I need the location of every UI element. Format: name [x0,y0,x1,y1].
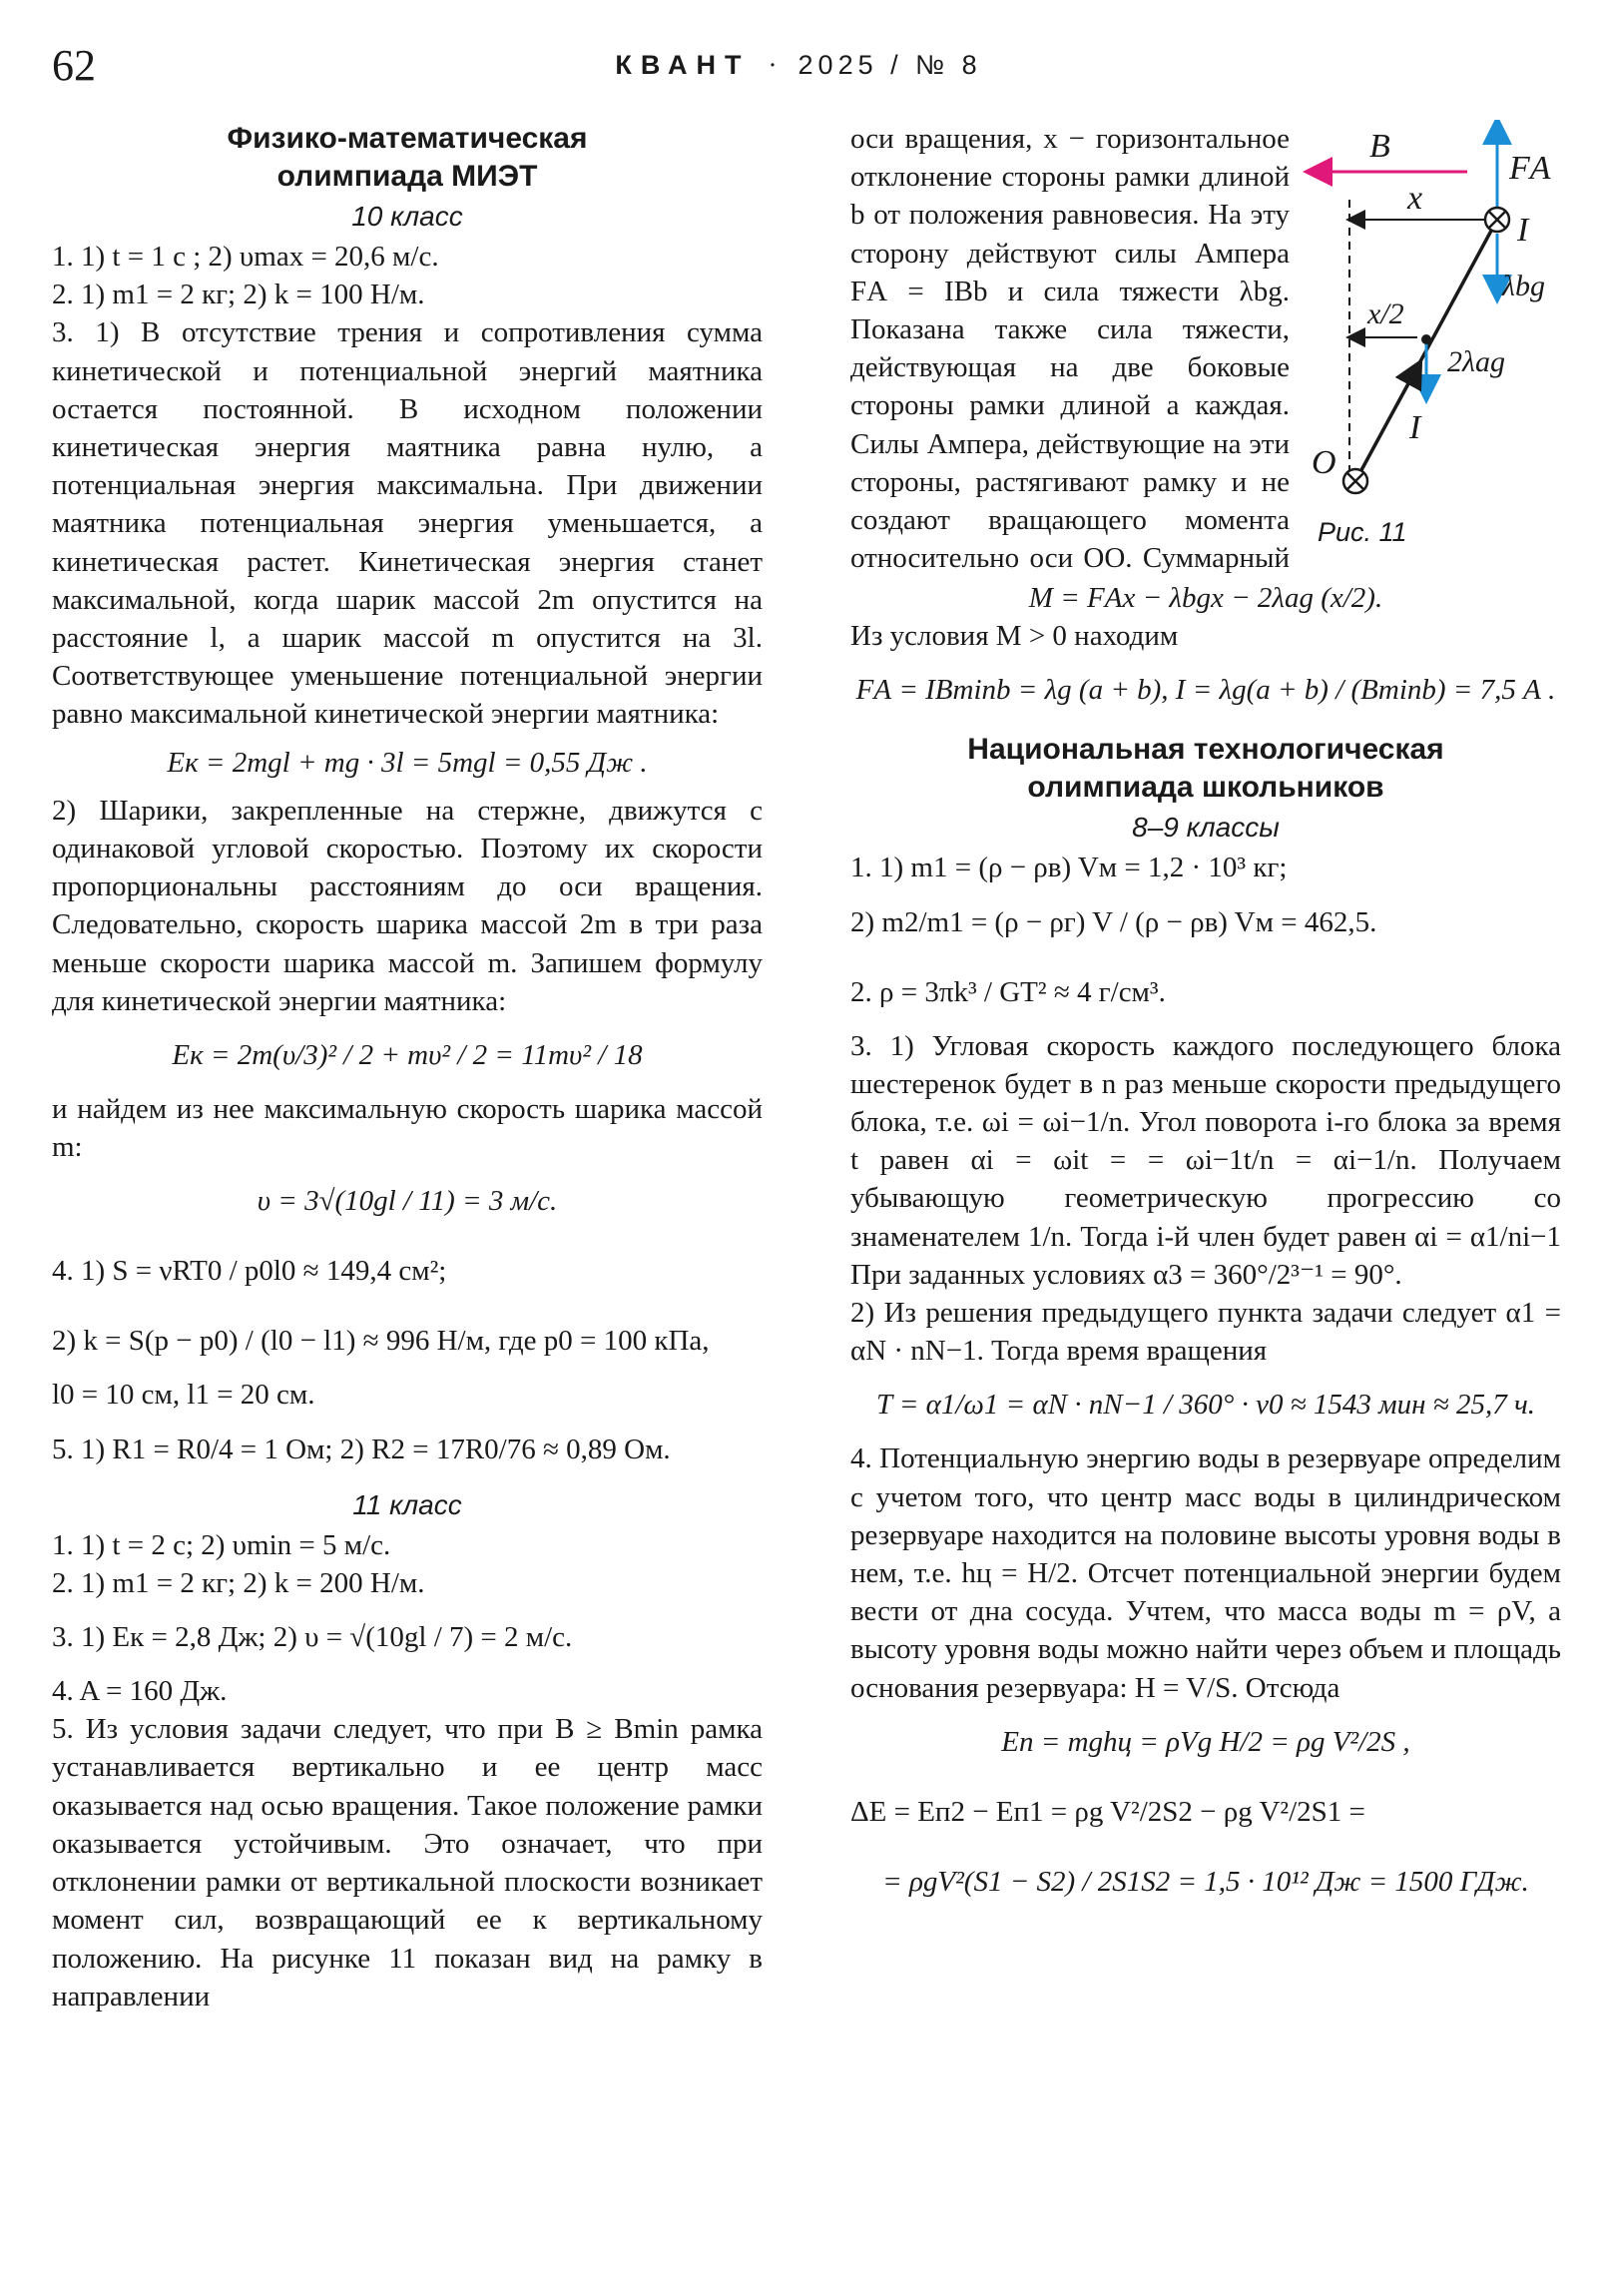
equation-delta-e-2: = ρgV²(S1 − S2) / 2S1S2 = 1,5 · 10¹² Дж = 1500 ГДж. [882,1865,1529,1898]
answer-10-1: 1. 1) t = 1 с ; 2) υmax = 20,6 м/с. [52,241,439,273]
label-x: x [1407,180,1423,217]
equation-ep: Eп = mghц = ρVg H/2 = ρg V²/2S , [1001,1725,1410,1758]
answer-10-4a: 4. 1) S = νRT0 / p0l0 ≈ 149,4 см²; [52,1255,447,1288]
grade-8-9-heading: 8–9 классы [1132,812,1280,844]
equation-fa-current: FА = IBminb = λg (a + b), I = λg(a + b) / (Bminb) = 7,5 А . [855,674,1556,707]
answer-10-4c: l0 = 10 см, l1 = 20 см. [52,1379,315,1412]
answer-89-3b: 2) Из решения предыдущего пункта задачи следует α1 = αN · nN−1. Тогда время вращения [850,1297,1561,1368]
running-head [0,50,1597,81]
wrapped-paragraph [850,120,1290,579]
equation-delta-e-1: ΔE = Eп2 − Eп1 = ρg V²/2S2 − ρg V²/2S1 = [850,1795,1365,1828]
grade-10-heading: 10 класс [351,201,463,232]
figure-caption: Рис. 11 [1318,517,1407,547]
equation-ek-2: Eк = 2m(υ/3)² / 2 + mυ² / 2 = 11mυ² / 18 [172,1039,643,1072]
issue-number: 2025 / № 8 [798,50,982,80]
current-into-page-top-icon [1485,208,1509,232]
condition-text: Из условия M > 0 находим [850,620,1179,653]
answer-10-3-part3: и найдем из нее максимальную скорость шарика массой m: [52,1093,763,1164]
answer-89-4: 4. Потенциальную энергию воды в резервуаре определим с учетом того, что центр масс воды в цилиндрическом резервуаре находится на половине высоты уровня воды в нем, т.е. hц = H/2. Отсчет потенциальной энергии будем вести от дна сосуда. Учтем, что масса воды m = ρV, а высоту уровня воды можно найти через объем и площадь основания резервуара: H = V/S. Отсюда [850,1442,1561,1704]
page-number: 62 [52,41,96,90]
grade-11-heading: 11 класс [352,1488,462,1520]
answer-10-4b: 2) k = S(p − p0) / (l0 − l1) ≈ 996 Н/м, где p0 = 100 кПа, [52,1325,710,1358]
frame-center-point [1421,334,1431,344]
right-column-main [850,579,1561,1917]
label-x-half: x/2 [1367,297,1404,330]
answer-89-1a: 1. 1) m1 = (ρ − ρв) Vм = 1,2 · 10³ кг; [850,852,1288,884]
answer-10-3: 3. 1) В отсутствие трения и сопротивления сумма кинетической и потенциальной энергий маятника остается постоянной. В исходном положении кинетическая энергия маятника равна нулю, а потенциальная энергия максимальна. При движении маятника потенциальная энергия уменьшается, а кинетическая растет. Кинетическая энергия станет максимальной, когда шарик массой 2m опустится на расстояние l, а шарик массой m опустится на 3l. Соответствующее уменьшение потенциальной энергии равно максимальной кинетической энергии маятника: [52,316,763,731]
label-o: O [1312,444,1336,481]
answer-89-1b: 2) m2/m1 = (ρ − ρг) V / (ρ − ρв) Vм = 462,5. [850,905,1377,938]
answer-10-5: 5. 1) R1 = R0/4 = 1 Ом; 2) R2 = 17R0/76 ≈ 0,89 Ом. [52,1433,671,1465]
axis-o-icon [1343,469,1367,493]
figure-11 [1298,120,1567,569]
section-title-line1: Физико-математическая [227,122,588,155]
equation-ek-1: Eк = 2mgl + mg · 3l = 5mgl = 0,55 Дж . [167,746,648,779]
head-separator: · [768,50,781,80]
answer-89-2: 2. ρ = 3πk³ / GT² ≈ 4 г/см³. [850,975,1166,1008]
label-lambda-b-g: λbg [1502,270,1545,302]
label-i-mid: I [1409,409,1421,446]
answer-89-3: 3. 1) Угловая скорость каждого последующего блока шестеренок будет в n раз меньше скорости предыдущего блока, т.е. ωi = ωi−1/n. Угол поворота i-го блока за время t равен αi = ωit = = ωi−1t/n = αi−1/n. Получаем убывающую геометрическую прогрессию со знаменателем 1/n. Тогда i-й член будет равен αi = α1/ni−1 При заданных условиях α3 = 360°/2³⁻¹ = 90°. [850,1029,1561,1291]
answer-11-3: 3. 1) Eк = 2,8 Дж; 2) υ = √(10gl / 7) = 2 м/с. [52,1621,573,1654]
label-2-lambda-a-g: 2λag [1447,345,1505,378]
answer-11-5: 5. Из условия задачи следует, что при B ≥ Bmin рамка устанавливается вертикально и ее центр масс оказывается над осью вращения. Такое положение рамки оказывается устойчивым. Это означает, что при отклонении рамки от вертикальной плоскости возникает момент сил, возвращающий ее к вертикальному положению. На рисунке 11 показан вид на рамку в направлении [52,1713,763,2012]
equation-moment: M = FАx − λbgx − 2λag (x/2). [1028,582,1383,614]
answer-10-3-part2: 2) Шарики, закрепленные на стержне, движутся с одинаковой угловой скоростью. Поэтому их скорости пропорциональны расстояниям до оси вращения. Следовательно, скорость шарика массой 2m в три раза меньше скорости шарика массой m. Запишем формулу для кинетической энергии маятника: [52,794,763,1017]
answer-11-1: 1. 1) t = 2 с; 2) υmin = 5 м/с. [52,1528,391,1561]
label-b: B [1369,128,1390,165]
equation-time: T = α1/ω1 = αN · nN−1 / 360° · ν0 ≈ 1543 мин ≈ 25,7 ч. [875,1389,1536,1422]
left-column [52,120,763,2015]
answer-10-2: 2. 1) m1 = 2 кг; 2) k = 100 Н/м. [52,279,425,311]
current-arrow [1397,371,1415,404]
wrapped-text: оси вращения, x − горизонтальное отклонение стороны рамки длиной b от положения равновесия. На эту сторону действуют силы Ампера FА = IBb и сила тяжести λbg. Показана также сила тяжести, действующая на две боковые стороны рамки длиной a каждая. Силы Ампера, действующие на эти стороны, растягивают рамку и не создают вращающего момента относительно оси OO. Суммарный [850,123,1290,575]
equation-velocity: υ = 3√(10gl / 11) = 3 м/с. [257,1185,558,1218]
section-title-line2: олимпиада МИЭТ [276,160,538,193]
label-fa: FА [1509,150,1551,187]
journal-name: КВАНТ [615,50,751,80]
answer-11-2: 2. 1) m1 = 2 кг; 2) k = 200 Н/м. [52,1566,425,1599]
label-i-top: I [1517,212,1529,249]
section2-title-line1: Национальная технологическая [967,733,1444,767]
answer-11-4: 4. A = 160 Дж. [52,1675,228,1708]
section2-title-line2: олимпиада школьников [1027,771,1384,805]
